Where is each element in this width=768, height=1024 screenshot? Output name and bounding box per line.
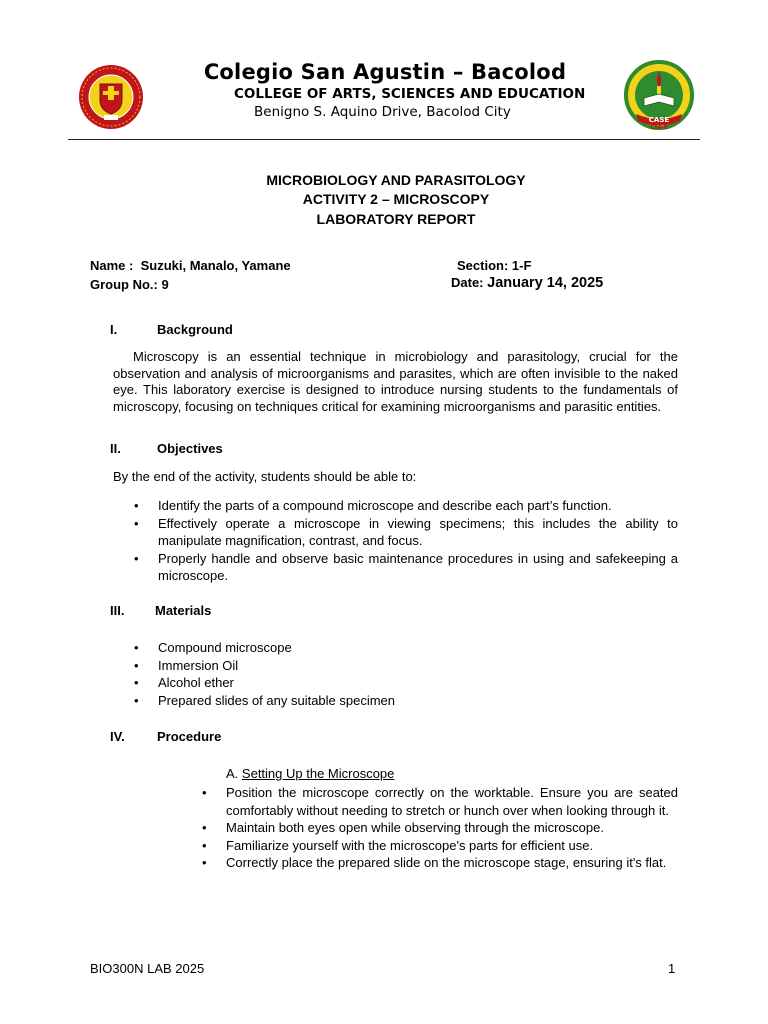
procedure-heading: Procedure — [157, 729, 222, 744]
list-item: • Effectively operate a microscope in viewing specimens; this includes the ability to manipulate magnification, contrast, and focus. — [158, 515, 678, 550]
procedure-subsection-a — [226, 766, 394, 781]
background-paragraph: Microscopy is an essential technique in microbiology and parasitology, crucial for the observation and analysis of microorganisms and parasites, which are often invisible to the naked eye. This laboratory exercise is designed to introduce nursing students to the fundamentals of microscopy, focusing on techniques critical for examining microorganisms and parasitic entities. — [113, 349, 678, 414]
school-name: Colegio San Agustin – Bacolod — [203, 60, 567, 84]
objectives-heading: Objectives — [157, 441, 223, 456]
group-field: Group No.: 9 — [90, 277, 169, 292]
date-field — [451, 275, 603, 291]
list-item: • Compound microscope — [158, 639, 678, 657]
college-name: COLLEGE OF ARTS, SCIENCES AND EDUCATION — [234, 86, 586, 102]
objectives-list — [158, 497, 678, 585]
procedure-numeral: IV. — [110, 729, 125, 744]
activity-title: ACTIVITY 2 – MICROSCOPY — [302, 191, 490, 207]
subsection-letter: A. — [226, 766, 239, 781]
name-field — [90, 258, 291, 273]
name-value: Suzuki, Manalo, Yamane — [140, 258, 291, 273]
list-item: • Familiarize yourself with the microscope's parts for efficient use. — [226, 837, 678, 855]
materials-numeral: III. — [110, 603, 125, 618]
svg-text:CSA-B: CSA-B — [650, 125, 668, 131]
footer-course-code: BIO300N LAB 2025 — [90, 961, 205, 976]
name-label: Name : — [90, 258, 134, 273]
list-item: • Properly handle and observe basic maintenance procedures in using and safekeeping a microscope. — [158, 550, 678, 585]
date-value: January 14, 2025 — [487, 275, 604, 291]
list-item: • Alcohol ether — [158, 674, 678, 692]
background-heading: Background — [157, 322, 233, 337]
school-address: Benigno S. Aquino Drive, Bacolod City — [254, 104, 511, 120]
list-item: • Correctly place the prepared slide on the microscope stage, ensuring it's flat. — [226, 854, 678, 872]
list-item: • Maintain both eyes open while observing through the microscope. — [226, 819, 678, 837]
report-title: LABORATORY REPORT — [316, 211, 476, 227]
materials-heading: Materials — [155, 603, 212, 618]
list-item: • Identify the parts of a compound microscope and describe each part’s function. — [158, 497, 678, 515]
section-field: Section: 1-F — [457, 258, 532, 273]
list-item: • Prepared slides of any suitable specimen — [158, 692, 678, 710]
svg-text:CASE: CASE — [648, 116, 670, 124]
header-divider — [68, 139, 700, 140]
procedure-list — [226, 784, 678, 872]
case-college-seal — [622, 58, 696, 136]
objectives-numeral: II. — [110, 441, 121, 456]
page-number: 1 — [668, 961, 676, 976]
background-numeral: I. — [110, 322, 118, 337]
objectives-intro: By the end of the activity, students should be able to: — [113, 469, 417, 484]
course-title: MICROBIOLOGY AND PARASITOLOGY — [266, 172, 526, 188]
date-label: Date: — [451, 275, 484, 290]
subsection-title: Setting Up the Microscope — [241, 766, 395, 781]
list-item: • Immersion Oil — [158, 657, 678, 675]
list-item: • Position the microscope correctly on the worktable. Ensure you are seated comfortably without needing to stretch or hunch over when looking through it. — [226, 784, 678, 819]
materials-list — [158, 639, 678, 709]
